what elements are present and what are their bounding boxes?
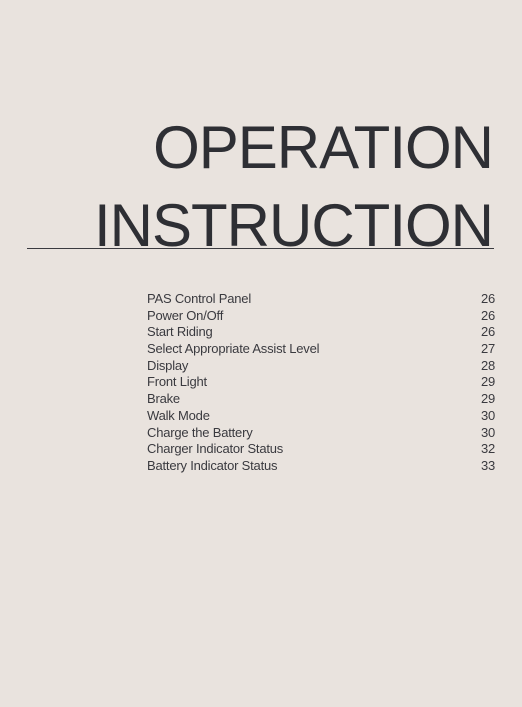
toc-entry-label: Front Light [147,374,207,390]
title-divider [27,248,494,249]
toc-entry-page: 30 [480,424,495,440]
toc-entry-brake[interactable] [147,391,495,408]
toc-entry-select-assist-level[interactable] [147,341,495,358]
toc-entry-label: Select Appropriate Assist Level [147,341,320,357]
toc-entry-page: 27 [480,341,495,357]
toc-entry-page: 29 [480,374,495,390]
toc-entry-charge-battery[interactable] [147,425,495,442]
toc-entry-page: 26 [480,307,495,323]
toc-entry-label: Brake [147,391,180,407]
toc-entry-label: Walk Mode [147,407,210,423]
section-title-line-2: INSTRUCTION [94,192,493,259]
toc-entry-front-light[interactable] [147,374,495,391]
toc-entry-label: Display [147,357,189,373]
table-of-contents [147,291,495,475]
toc-entry-page: 28 [480,357,495,373]
toc-entry-label: Charger Indicator Status [147,441,284,457]
toc-entry-start-riding[interactable] [147,324,495,341]
toc-entry-pas-control-panel[interactable] [147,291,495,308]
toc-entry-page: 26 [480,324,495,340]
toc-entry-label: Charge the Battery [147,424,253,440]
toc-entry-label: PAS Control Panel [147,291,252,306]
toc-entry-page: 30 [480,407,495,423]
toc-entry-walk-mode[interactable] [147,408,495,425]
toc-entry-label: Battery Indicator Status [147,457,278,473]
toc-entry-label: Start Riding [147,324,213,340]
toc-entry-label: Power On/Off [147,307,224,323]
toc-entry-page: 33 [480,457,495,473]
toc-entry-display[interactable] [147,358,495,375]
toc-entry-page: 26 [480,291,495,306]
toc-entry-page: 32 [480,441,495,457]
section-title-line-1: OPERATION [153,114,493,181]
toc-entry-page: 29 [480,391,495,407]
toc-entry-battery-indicator-status[interactable] [147,458,495,475]
toc-entry-power-on-off[interactable] [147,308,495,325]
toc-entry-charger-indicator-status[interactable] [147,441,495,458]
